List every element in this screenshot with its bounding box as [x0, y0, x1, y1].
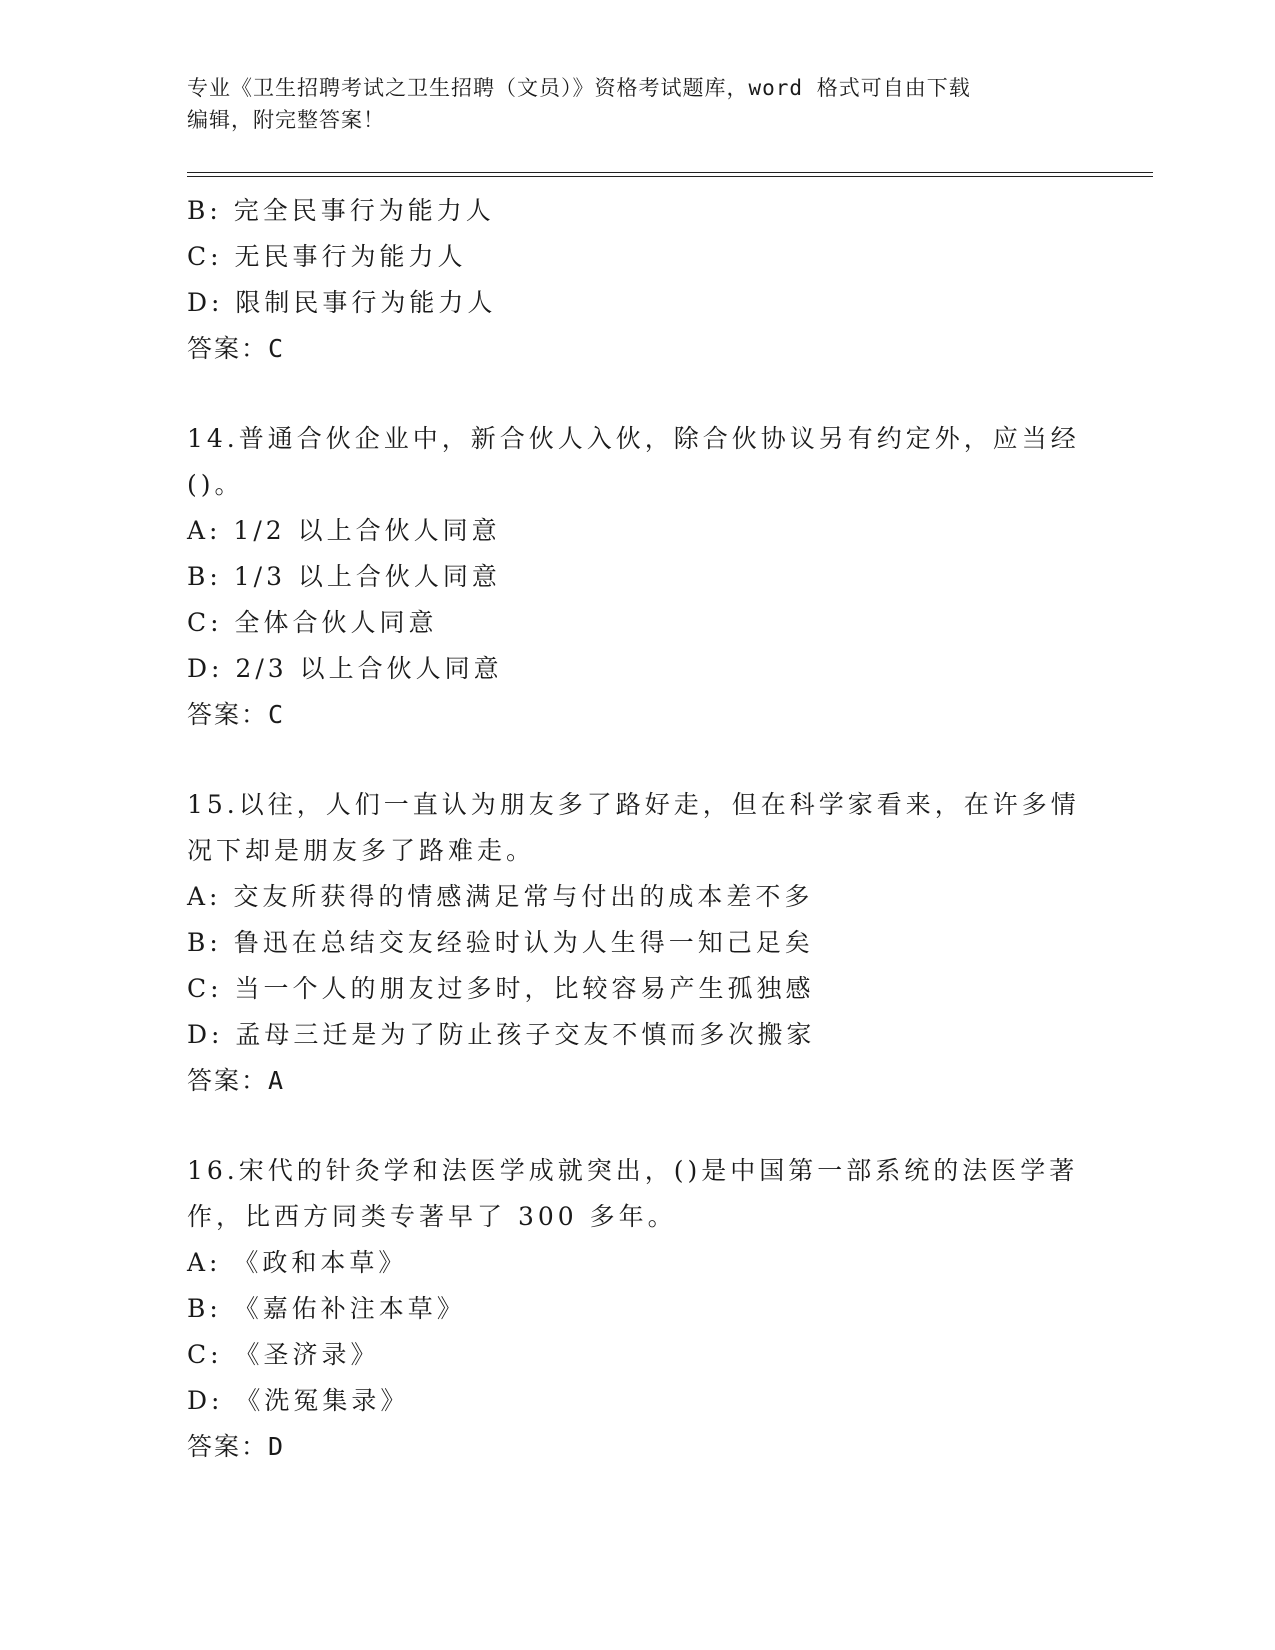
question-stem: 14.普通合伙企业中，新合伙人入伙，除合伙协议另有约定外，应当经 — [187, 424, 1080, 453]
spacer — [187, 1104, 1087, 1148]
option-d: D: 2/3 以上合伙人同意 — [187, 654, 503, 683]
answer: 答案：C — [187, 700, 286, 729]
option-a: A: 1/2 以上合伙人同意 — [187, 516, 501, 545]
question-14 — [187, 416, 1087, 738]
option-a: A: 交友所获得的情感满足常与付出的成本差不多 — [187, 882, 814, 911]
question-16 — [187, 1148, 1087, 1470]
header-rule-top — [187, 172, 1153, 173]
question-stem-cont: 作，比西方同类专著早了 300 多年。 — [187, 1202, 677, 1231]
answer: 答案：D — [187, 1432, 286, 1461]
header-rule-bottom — [187, 176, 1153, 177]
spacer — [187, 372, 1087, 416]
question-15 — [187, 782, 1087, 1104]
spacer — [187, 738, 1087, 782]
option-b: B: 《嘉佑补注本草》 — [187, 1294, 466, 1323]
answer: 答案：C — [187, 334, 286, 363]
header-line-2: 编辑，附完整答案！ — [187, 108, 385, 132]
option-d: D: 《洗冤集录》 — [187, 1386, 410, 1415]
header-line-1: 专业《卫生招聘考试之卫生招聘（文员）》资格考试题库，word 格式可自由下载 — [187, 76, 971, 100]
answer: 答案：A — [187, 1066, 286, 1095]
option-b: B: 完全民事行为能力人 — [187, 196, 495, 225]
option-d: D: 孟母三迁是为了防止孩子交友不慎而多次搬家 — [187, 1020, 816, 1049]
question-stem-cont: 况下却是朋友多了路难走。 — [187, 836, 536, 865]
option-c: C: 当一个人的朋友过多时，比较容易产生孤独感 — [187, 974, 815, 1003]
question-13 — [187, 188, 1087, 372]
question-stem-cont: ()。 — [187, 470, 244, 499]
option-a: A: 《政和本草》 — [187, 1248, 408, 1277]
question-content — [187, 188, 1087, 1470]
option-c: C: 全体合伙人同意 — [187, 608, 438, 637]
question-stem: 15.以往，人们一直认为朋友多了路好走，但在科学家看来，在许多情 — [187, 790, 1080, 819]
option-b: B: 1/3 以上合伙人同意 — [187, 562, 501, 591]
option-c: C: 《圣济录》 — [187, 1340, 380, 1369]
option-b: B: 鲁迅在总结交友经验时认为人生得一知己足矣 — [187, 928, 814, 957]
document-header — [187, 72, 1087, 136]
question-stem: 16.宋代的针灸学和法医学成就突出，()是中国第一部系统的法医学著 — [187, 1156, 1079, 1185]
option-c: C: 无民事行为能力人 — [187, 242, 467, 271]
option-d: D: 限制民事行为能力人 — [187, 288, 497, 317]
